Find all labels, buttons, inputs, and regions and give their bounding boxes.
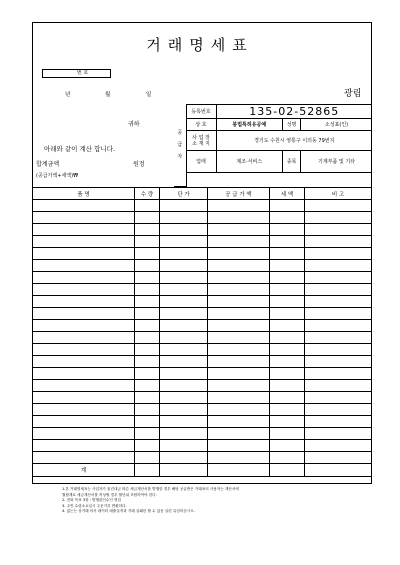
item-cell[interactable]	[305, 404, 372, 416]
item-cell[interactable]	[33, 212, 135, 224]
item-cell[interactable]	[208, 212, 270, 224]
item-cell[interactable]	[208, 224, 270, 236]
item-cell[interactable]	[33, 368, 135, 380]
item-cell[interactable]	[305, 200, 372, 212]
total-amount-note: (공급가액+세액)₩	[36, 173, 79, 179]
item-cell[interactable]	[33, 272, 135, 284]
item-cell[interactable]	[305, 452, 372, 464]
item-cell[interactable]	[270, 224, 305, 236]
item-cell[interactable]	[33, 404, 135, 416]
month-label: 월	[105, 92, 111, 98]
item-cell[interactable]	[33, 416, 135, 428]
item-cell[interactable]	[305, 344, 372, 356]
item-cell[interactable]	[208, 248, 270, 260]
item-cell[interactable]	[160, 212, 208, 224]
item-row[interactable]	[33, 380, 372, 392]
item-cell[interactable]	[135, 416, 160, 428]
item-cell[interactable]	[135, 248, 160, 260]
item-cell[interactable]	[208, 380, 270, 392]
footer-note: 3. 주민 수령소요일시 주문기록 반환하다.	[62, 503, 127, 508]
item-cell[interactable]	[208, 236, 270, 248]
item-cell[interactable]	[305, 320, 372, 332]
trade-name-value: 봉법특허유공예	[216, 119, 283, 131]
footer-note: 월합계로 세금계산서를 작성할 경우 월단위 조합하여야 한다.	[62, 492, 157, 497]
item-cell[interactable]	[33, 260, 135, 272]
total-row	[33, 464, 372, 477]
item-cell[interactable]	[208, 272, 270, 284]
item-cell[interactable]	[208, 392, 270, 404]
footer-note: 4. 없는는 상거래 어서 데이터 매출실적과 거래 실패한 할 수 있음 일련 유념하십시오.	[62, 509, 195, 514]
footer-notes	[62, 487, 239, 515]
item-cell[interactable]	[270, 452, 305, 464]
item-cell[interactable]	[33, 236, 135, 248]
item-cell[interactable]	[33, 296, 135, 308]
item-cell[interactable]	[270, 356, 305, 368]
item-cell[interactable]	[135, 440, 160, 452]
item-cell[interactable]	[135, 224, 160, 236]
item-cell[interactable]	[33, 332, 135, 344]
item-cell[interactable]	[160, 320, 208, 332]
supplier-side-label: 공 급 자	[174, 105, 186, 187]
item-cell[interactable]	[135, 428, 160, 440]
col-item-name: 품 명	[33, 188, 135, 200]
item-cell[interactable]	[305, 428, 372, 440]
item-cell[interactable]	[135, 272, 160, 284]
item-row[interactable]	[33, 260, 372, 272]
address-label: 사 업 장 소 재 지	[186, 131, 216, 151]
item-cell[interactable]	[33, 224, 135, 236]
item-cell[interactable]	[305, 284, 372, 296]
item-row[interactable]	[33, 296, 372, 308]
item-cell[interactable]	[160, 452, 208, 464]
item-cell[interactable]	[208, 320, 270, 332]
item-row[interactable]	[33, 224, 372, 236]
item-row[interactable]	[33, 368, 372, 380]
item-cell[interactable]	[135, 404, 160, 416]
footer-note: 1.본 거래명세표는 사업자가 물건대금 따른 세금계산서를 발행한 경우 해당 공급받은 거래처의 사용자는 계산서에	[62, 487, 239, 491]
item-row[interactable]	[33, 404, 372, 416]
item-cell[interactable]	[270, 296, 305, 308]
item-cell[interactable]	[33, 428, 135, 440]
col-quantity: 수 량	[135, 188, 160, 200]
item-cell[interactable]	[208, 344, 270, 356]
item-cell[interactable]	[160, 380, 208, 392]
item-cell[interactable]	[160, 416, 208, 428]
item-cell[interactable]	[135, 212, 160, 224]
item-cell[interactable]	[305, 416, 372, 428]
reg-no-label: 등록번호	[186, 105, 216, 119]
item-cell[interactable]	[160, 200, 208, 212]
item-row[interactable]	[33, 284, 372, 296]
item-row[interactable]	[33, 212, 372, 224]
item-cell[interactable]	[160, 236, 208, 248]
item-cell[interactable]	[208, 428, 270, 440]
item-cell[interactable]	[160, 284, 208, 296]
item-cell[interactable]	[208, 356, 270, 368]
item-cell[interactable]	[160, 440, 208, 452]
item-cell[interactable]	[135, 392, 160, 404]
item-cell[interactable]	[33, 356, 135, 368]
item-cell[interactable]	[305, 224, 372, 236]
item-cell[interactable]	[33, 200, 135, 212]
item-cell[interactable]	[270, 200, 305, 212]
item-cell[interactable]	[160, 272, 208, 284]
year-label: 년	[65, 92, 71, 98]
footer-note: 2. 전화 목표 3장 : 발행된인수인 영업	[62, 498, 121, 503]
item-cell[interactable]	[33, 380, 135, 392]
item-cell[interactable]	[33, 392, 135, 404]
biz-item-label: 종목	[283, 151, 301, 173]
item-row[interactable]	[33, 272, 372, 284]
item-cell[interactable]	[305, 248, 372, 260]
items-table	[32, 187, 372, 477]
item-cell[interactable]	[208, 440, 270, 452]
item-cell[interactable]	[270, 416, 305, 428]
item-cell[interactable]	[270, 428, 305, 440]
item-cell[interactable]	[305, 368, 372, 380]
item-cell[interactable]	[305, 296, 372, 308]
item-row[interactable]	[33, 416, 372, 428]
trade-name-label: 상 호	[186, 119, 216, 131]
document-title: 거래명세표	[146, 36, 254, 54]
item-cell[interactable]	[208, 296, 270, 308]
item-row[interactable]	[33, 356, 372, 368]
items-header-row	[33, 188, 372, 200]
item-cell[interactable]	[160, 308, 208, 320]
address-value: 경기도 수원시 영통구 이의동 79번지	[216, 131, 372, 151]
item-cell[interactable]	[270, 344, 305, 356]
item-cell[interactable]	[270, 284, 305, 296]
item-cell[interactable]	[33, 344, 135, 356]
item-cell[interactable]	[160, 404, 208, 416]
item-row[interactable]	[33, 236, 372, 248]
item-row[interactable]	[33, 320, 372, 332]
item-cell[interactable]	[305, 356, 372, 368]
item-row[interactable]	[33, 308, 372, 320]
item-cell[interactable]	[135, 320, 160, 332]
item-cell[interactable]	[33, 452, 135, 464]
item-cell[interactable]	[160, 428, 208, 440]
item-cell[interactable]	[135, 332, 160, 344]
total-row-label: 계	[33, 464, 135, 477]
item-cell[interactable]	[305, 236, 372, 248]
item-cell[interactable]	[33, 248, 135, 260]
ceo-value: 소성표(인)	[301, 119, 372, 131]
item-cell[interactable]	[270, 272, 305, 284]
item-cell[interactable]	[135, 308, 160, 320]
item-cell[interactable]	[208, 416, 270, 428]
item-cell[interactable]	[305, 308, 372, 320]
item-cell[interactable]	[270, 404, 305, 416]
item-cell[interactable]	[305, 380, 372, 392]
item-cell[interactable]	[160, 224, 208, 236]
item-cell[interactable]	[160, 392, 208, 404]
item-cell[interactable]	[208, 284, 270, 296]
item-cell[interactable]	[135, 296, 160, 308]
item-cell[interactable]	[208, 452, 270, 464]
biz-type-label: 업태	[186, 151, 216, 173]
item-cell[interactable]	[33, 308, 135, 320]
item-cell[interactable]	[135, 284, 160, 296]
item-row[interactable]	[33, 452, 372, 464]
item-cell[interactable]	[270, 440, 305, 452]
col-unit-price: 단 가	[160, 188, 208, 200]
item-cell[interactable]	[270, 260, 305, 272]
item-cell[interactable]	[270, 236, 305, 248]
item-cell[interactable]	[270, 308, 305, 320]
item-row[interactable]	[33, 440, 372, 452]
item-cell[interactable]	[305, 260, 372, 272]
item-cell[interactable]	[135, 236, 160, 248]
item-row[interactable]	[33, 200, 372, 212]
total-amount-label: 합계금액	[36, 161, 60, 168]
item-cell[interactable]	[135, 344, 160, 356]
item-cell[interactable]	[135, 380, 160, 392]
item-cell[interactable]	[270, 212, 305, 224]
item-cell[interactable]	[305, 332, 372, 344]
item-cell[interactable]	[135, 356, 160, 368]
col-tax: 세 액	[270, 188, 305, 200]
item-cell[interactable]	[33, 320, 135, 332]
item-cell[interactable]	[305, 440, 372, 452]
item-cell[interactable]	[160, 332, 208, 344]
item-row[interactable]	[33, 392, 372, 404]
item-cell[interactable]	[135, 260, 160, 272]
recipient-name: 광림	[344, 89, 362, 99]
item-cell[interactable]	[33, 440, 135, 452]
biz-item-value: 기계부품 및 기타	[301, 151, 372, 173]
item-cell[interactable]	[160, 260, 208, 272]
item-cell[interactable]	[208, 200, 270, 212]
col-remarks: 비 고	[305, 188, 372, 200]
item-cell[interactable]	[208, 404, 270, 416]
item-cell[interactable]	[160, 296, 208, 308]
item-cell[interactable]	[135, 200, 160, 212]
item-row[interactable]	[33, 428, 372, 440]
item-cell[interactable]	[305, 212, 372, 224]
item-cell[interactable]	[270, 380, 305, 392]
ceo-label: 성명	[283, 119, 301, 131]
reg-no-value: 135-02-52865	[216, 105, 372, 119]
intro-text: 아래와 같이 계산 합니다.	[44, 145, 116, 153]
item-cell[interactable]	[33, 284, 135, 296]
item-cell[interactable]	[208, 260, 270, 272]
item-cell[interactable]	[135, 368, 160, 380]
item-cell[interactable]	[270, 248, 305, 260]
item-cell[interactable]	[270, 332, 305, 344]
item-cell[interactable]	[208, 308, 270, 320]
day-label: 일	[146, 92, 152, 98]
serial-number-box: 번 호	[42, 69, 111, 78]
item-cell[interactable]	[160, 344, 208, 356]
item-cell[interactable]	[160, 368, 208, 380]
item-cell[interactable]	[160, 248, 208, 260]
honorific-label: 귀하	[128, 121, 140, 128]
item-row[interactable]	[33, 332, 372, 344]
item-row[interactable]	[33, 248, 372, 260]
item-cell[interactable]	[135, 452, 160, 464]
item-row[interactable]	[33, 344, 372, 356]
item-cell[interactable]	[305, 392, 372, 404]
item-cell[interactable]	[305, 272, 372, 284]
supplier-table	[174, 104, 372, 187]
item-cell[interactable]	[270, 392, 305, 404]
won-label: 원정	[133, 161, 145, 168]
item-cell[interactable]	[270, 320, 305, 332]
item-cell[interactable]	[160, 356, 208, 368]
item-cell[interactable]	[208, 368, 270, 380]
biz-type-value: 제조·서비스	[216, 151, 283, 173]
item-cell[interactable]	[208, 332, 270, 344]
col-supply-amount: 공 급 가 액	[208, 188, 270, 200]
item-cell[interactable]	[270, 368, 305, 380]
